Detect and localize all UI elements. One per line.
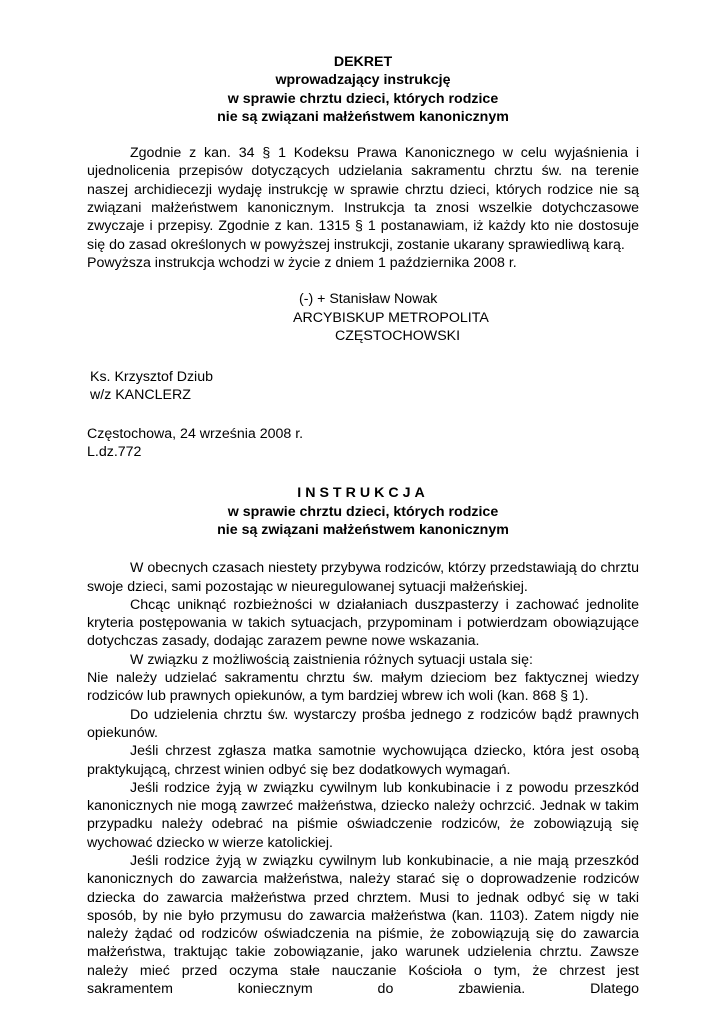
signatory-name: (-) + Stanisław Nowak <box>299 291 438 308</box>
decree-title <box>87 53 639 126</box>
chancellor-signature <box>90 368 639 405</box>
decree-title-line: wprowadzający instrukcję <box>275 72 451 89</box>
instruction-subtitle-line: w sprawie chrztu dzieci, których rodzice <box>227 503 499 520</box>
decree-title-line: DEKRET <box>333 54 393 70</box>
instruction-heading: INSTRUKCJA <box>297 485 429 502</box>
chancellor-name: Ks. Krzysztof Dziub <box>90 369 213 386</box>
instruction-rule: Do udzielenia chrztu św. wystarczy prośba jednego z rodziców bądź prawnych opiekunów. <box>87 706 639 741</box>
decree-body: Zgodnie z kan. 34 § 1 Kodeksu Prawa Kanonicznego w celu wyjaśnienia i ujednolicenia przepisów dotyczących udzielania sakramentu chrztu św. na terenie naszej archidiecezji wydaję instrukcję w sprawie chrztu dzieci, których rodzice nie są związani małżeństwem kanonicznym. Instrukcja ta znosi wszelkie dotychczasowe zwyczaje i przepisy. Zgodnie z kan. 1315 § 1 postanawiam, iż każdy kto nie dostosuje się do zasad określonych w powyższej instrukcji, zostanie ukarany sprawiedliwą karą. <box>87 145 639 253</box>
instruction-subtitle-line: nie są związani małżeństwem kanonicznym <box>217 521 509 538</box>
instruction-rule: Nie należy udzielać sakramentu chrztu św. małym dzieciom bez faktycznej wiedzy rodziców lub prawnych opiekunów, a tym bardziej wbrew ich woli (kan. 868 § 1). <box>87 670 639 705</box>
signatory-title: ARCYBISKUP METROPOLITA <box>293 309 489 326</box>
instruction-rule: Jeśli rodzice żyją w związku cywilnym lub konkubinacie, a nie mają przeszkód kanonicznych do zawarcia małżeństwa, należy starać się o doprowadzenie rodziców dziecka do zawarcia małżeństwa przed chrztem. Musi to jednak odbyć się w taki sposób, by nie było przymusu do zawarcia małżeństwa (kan. 1103). Zatem nigdy nie należy żądać od rodziców oświadczenia na piśmie, że zobowiązują się do zawarcia małżeństwa, traktując takie zobowiązanie, jako warunek udzielenia chrztu. Zawsze należy mieć przed oczyma stałe nauczanie Kościoła o tym, że chrzest jest sakramentem koniecznym do zbawienia. Dlatego <box>87 852 639 998</box>
chancellor-role: w/z KANCLERZ <box>90 387 191 404</box>
decree-title-line: w sprawie chrztu dzieci, których rodzice <box>227 90 499 107</box>
archbishop-signature <box>293 290 639 345</box>
reference-number: L.dz.772 <box>87 444 142 461</box>
instruction-paragraph: W związku z możliwością zaistnienia różnych sytuacji ustala się: <box>130 651 533 668</box>
instruction-rule: Jeśli chrzest zgłasza matka samotnie wychowująca dziecko, która jest osobą praktykującą, chrzest winien odbyć się bez dodatkowych wymagań. <box>87 743 639 778</box>
signatory-title: CZĘSTOCHOWSKI <box>335 327 461 344</box>
document-page <box>87 53 639 998</box>
place-date: Częstochowa, 24 września 2008 r. <box>87 425 304 442</box>
instruction-rule: Jeśli rodzice żyją w związku cywilnym lub konkubinacie i z powodu przeszkód kanonicznych nie mogą zawrzeć małżeństwa, dziecko należy ochrzcić. Jednak w takim przypadku należy odebrać na piśmie oświadczenie rodziców, że zobowiązują się wychować dziecko w wierze katolickiej. <box>87 779 639 851</box>
instruction-title <box>87 484 639 539</box>
decree-title-line: nie są związani małżeństwem kanonicznym <box>217 108 509 125</box>
instruction-paragraph: W obecnych czasach niestety przybywa rodziców, którzy przedstawiają do chrztu swoje dzieci, sami pozostając w nieuregulowanej sytuacji małżeńskiej. <box>87 560 639 595</box>
instruction-paragraph: Chcąc uniknąć rozbieżności w działaniach duszpasterzy i zachować jednolite kryteria postępowania w takich sytuacjach, przypominam i potwierdzam obowiązujące dotychczas zasady, dodając zarazem pewne nowe wskazania. <box>87 596 639 650</box>
decree-effective-date: Powyższa instrukcja wchodzi w życie z dniem 1 października 2008 r. <box>87 254 517 271</box>
